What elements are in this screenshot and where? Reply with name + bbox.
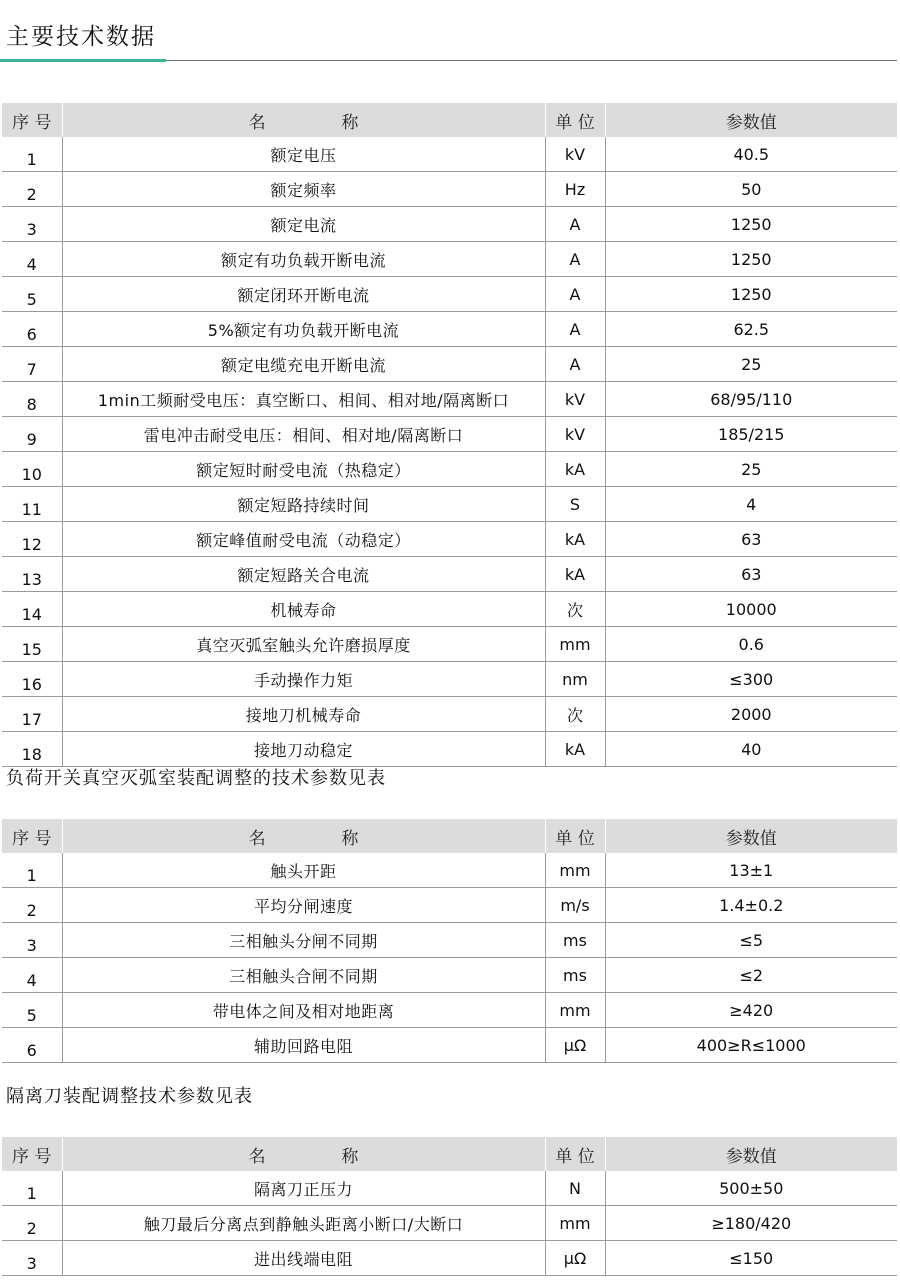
row-unit: mm	[545, 993, 605, 1028]
header-name: 名 称	[62, 103, 545, 137]
table-row	[2, 417, 897, 452]
row-index: 6	[2, 312, 62, 347]
row-unit: kV	[545, 382, 605, 417]
row-value: 68/95/110	[605, 382, 897, 417]
row-name: 手动操作力矩	[62, 662, 545, 697]
row-index: 15	[2, 627, 62, 662]
row-value: 40.5	[605, 137, 897, 172]
row-name: 进出线端电阻	[62, 1241, 545, 1276]
header-value: 参数值	[605, 819, 897, 853]
table-row	[2, 1206, 897, 1241]
row-name: 接地刀动稳定	[62, 732, 545, 767]
row-unit: kA	[545, 522, 605, 557]
row-index: 6	[2, 1028, 62, 1063]
row-value: 1250	[605, 277, 897, 312]
row-name: 额定峰值耐受电流（动稳定）	[62, 522, 545, 557]
table-row	[2, 1171, 897, 1206]
row-unit: kV	[545, 417, 605, 452]
row-name: 辅助回路电阻	[62, 1028, 545, 1063]
row-index: 14	[2, 592, 62, 627]
row-name: 雷电冲击耐受电压：相间、相对地/隔离断口	[62, 417, 545, 452]
header-index: 序 号	[2, 819, 62, 853]
row-value: ≤2	[605, 958, 897, 993]
row-unit: 次	[545, 697, 605, 732]
row-index: 5	[2, 277, 62, 312]
row-name: 带电体之间及相对地距离	[62, 993, 545, 1028]
header-name: 名 称	[62, 1137, 545, 1171]
table-row	[2, 958, 897, 993]
row-unit: A	[545, 277, 605, 312]
row-value: 500±50	[605, 1171, 897, 1206]
header-row	[2, 1137, 897, 1171]
table-row	[2, 732, 897, 767]
table-row	[2, 242, 897, 277]
row-value: ≤300	[605, 662, 897, 697]
row-value: 13±1	[605, 853, 897, 888]
row-unit: nm	[545, 662, 605, 697]
row-index: 18	[2, 732, 62, 767]
row-name: 接地刀机械寿命	[62, 697, 545, 732]
header-unit: 单 位	[545, 103, 605, 137]
row-name: 额定电压	[62, 137, 545, 172]
row-value: 0.6	[605, 627, 897, 662]
row-name: 三相触头分闸不同期	[62, 923, 545, 958]
row-index: 12	[2, 522, 62, 557]
table-row	[2, 557, 897, 592]
row-name: 额定电缆充电开断电流	[62, 347, 545, 382]
header-name: 名 称	[62, 819, 545, 853]
table-row	[2, 137, 897, 172]
table-row	[2, 697, 897, 732]
row-value: ≥420	[605, 993, 897, 1028]
row-value: ≤150	[605, 1241, 897, 1276]
table-row	[2, 382, 897, 417]
row-unit: kV	[545, 137, 605, 172]
row-index: 3	[2, 923, 62, 958]
row-value: 62.5	[605, 312, 897, 347]
row-value: 25	[605, 452, 897, 487]
table-row	[2, 592, 897, 627]
row-value: 2000	[605, 697, 897, 732]
row-index: 3	[2, 207, 62, 242]
row-name: 触刀最后分离点到静触头距离小断口/大断口	[62, 1206, 545, 1241]
row-unit: mm	[545, 853, 605, 888]
row-index: 3	[2, 1241, 62, 1276]
row-unit: ms	[545, 923, 605, 958]
row-name: 真空灭弧室触头允许磨损厚度	[62, 627, 545, 662]
row-name: 额定频率	[62, 172, 545, 207]
row-name: 额定闭环开断电流	[62, 277, 545, 312]
row-unit: N	[545, 1171, 605, 1206]
row-value: 63	[605, 557, 897, 592]
header-value: 参数值	[605, 103, 897, 137]
header-index: 序 号	[2, 1137, 62, 1171]
table-row	[2, 347, 897, 382]
row-value: 25	[605, 347, 897, 382]
row-index: 17	[2, 697, 62, 732]
row-name: 额定短时耐受电流（热稳定）	[62, 452, 545, 487]
row-name: 三相触头合闸不同期	[62, 958, 545, 993]
row-name: 额定电流	[62, 207, 545, 242]
row-unit: μΩ	[545, 1028, 605, 1063]
row-value: 40	[605, 732, 897, 767]
header-row	[2, 819, 897, 853]
table-row	[2, 452, 897, 487]
row-value: 10000	[605, 592, 897, 627]
row-name: 触头开距	[62, 853, 545, 888]
table-row	[2, 888, 897, 923]
row-unit: m/s	[545, 888, 605, 923]
row-unit: S	[545, 487, 605, 522]
row-unit: A	[545, 242, 605, 277]
row-unit: mm	[545, 627, 605, 662]
section-title-isolator: 隔离刀装配调整技术参数见表	[6, 1086, 253, 1107]
row-value: 185/215	[605, 417, 897, 452]
table-row	[2, 923, 897, 958]
row-value: ≤5	[605, 923, 897, 958]
row-index: 9	[2, 417, 62, 452]
row-value: 63	[605, 522, 897, 557]
page-title: 主要技术数据	[6, 24, 156, 50]
row-unit: mm	[545, 1206, 605, 1241]
row-unit: 次	[545, 592, 605, 627]
row-index: 2	[2, 888, 62, 923]
row-name: 额定有功负载开断电流	[62, 242, 545, 277]
row-value: ≥180/420	[605, 1206, 897, 1241]
row-unit: A	[545, 347, 605, 382]
header-unit: 单 位	[545, 819, 605, 853]
row-name: 隔离刀正压力	[62, 1171, 545, 1206]
row-value: 4	[605, 487, 897, 522]
table-row	[2, 487, 897, 522]
row-index: 16	[2, 662, 62, 697]
row-name: 机械寿命	[62, 592, 545, 627]
row-unit: kA	[545, 452, 605, 487]
row-value: 50	[605, 172, 897, 207]
table-row	[2, 662, 897, 697]
table-row	[2, 207, 897, 242]
main-tech-data-table	[2, 103, 897, 767]
row-unit: ms	[545, 958, 605, 993]
table-row	[2, 1028, 897, 1063]
table-row	[2, 853, 897, 888]
table-row	[2, 627, 897, 662]
row-unit: μΩ	[545, 1241, 605, 1276]
row-unit: A	[545, 207, 605, 242]
row-name: 额定短路持续时间	[62, 487, 545, 522]
table-row	[2, 312, 897, 347]
row-index: 4	[2, 242, 62, 277]
title-accent	[0, 59, 166, 62]
row-value: 1250	[605, 207, 897, 242]
table-row	[2, 1241, 897, 1276]
header-row	[2, 103, 897, 137]
row-index: 2	[2, 172, 62, 207]
row-value: 400≥R≤1000	[605, 1028, 897, 1063]
row-unit: kA	[545, 557, 605, 592]
header-index: 序 号	[2, 103, 62, 137]
header-value: 参数值	[605, 1137, 897, 1171]
row-index: 8	[2, 382, 62, 417]
row-value: 1.4±0.2	[605, 888, 897, 923]
row-index: 2	[2, 1206, 62, 1241]
row-index: 1	[2, 853, 62, 888]
vacuum-interrupter-table	[2, 819, 897, 1063]
section-title-vacuum: 负荷开关真空灭弧室装配调整的技术参数见表	[6, 768, 386, 789]
row-index: 10	[2, 452, 62, 487]
isolator-table	[2, 1137, 897, 1276]
row-index: 1	[2, 137, 62, 172]
row-index: 4	[2, 958, 62, 993]
row-index: 7	[2, 347, 62, 382]
table-row	[2, 277, 897, 312]
table-row	[2, 172, 897, 207]
row-name: 额定短路关合电流	[62, 557, 545, 592]
row-index: 13	[2, 557, 62, 592]
row-name: 平均分闸速度	[62, 888, 545, 923]
header-unit: 单 位	[545, 1137, 605, 1171]
table-row	[2, 993, 897, 1028]
table-row	[2, 522, 897, 557]
row-name: 5%额定有功负载开断电流	[62, 312, 545, 347]
row-index: 11	[2, 487, 62, 522]
row-unit: Hz	[545, 172, 605, 207]
row-value: 1250	[605, 242, 897, 277]
row-index: 5	[2, 993, 62, 1028]
row-index: 1	[2, 1171, 62, 1206]
row-unit: kA	[545, 732, 605, 767]
row-unit: A	[545, 312, 605, 347]
row-name: 1min工频耐受电压：真空断口、相间、相对地/隔离断口	[62, 382, 545, 417]
